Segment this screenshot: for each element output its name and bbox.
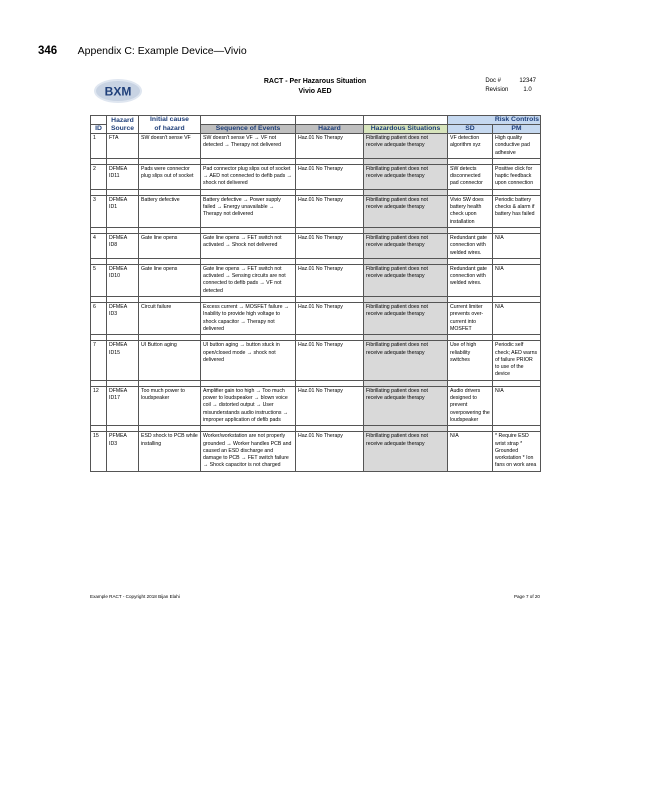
doc-number-value: 12347	[519, 78, 536, 84]
cell-initial-cause: UI Button aging	[139, 341, 201, 380]
col-header-initial-cause-l2: of hazard	[139, 125, 201, 134]
cell-sequence: Excess current → MOSFET failure → Inability to provide high voltage to shock capacitor → Therapy not delivered	[201, 303, 296, 335]
cell-hazard: Haz.01 No Therapy	[296, 134, 364, 159]
cell-sd: Vivio SW does battery health check upon installation	[448, 195, 493, 227]
table-row	[91, 164, 541, 189]
cell-hazardous-situation: Fibrillating patient does not receive adequate therapy	[364, 264, 448, 296]
cell-sd: VF detection algorithm xyz	[448, 134, 493, 159]
table-row	[91, 134, 541, 159]
cell-sequence: Worker/workstation are not properly grounded → Worker handles PCB and caused an ESD discharge and damage to PCB → FET switch failure → Shock capacitor is not charged	[201, 432, 296, 471]
cell-hazardous-situation: Fibrillating patient does not receive adequate therapy	[364, 195, 448, 227]
sheet-title-line1: RACT - Per Hazarous Situation	[263, 78, 367, 85]
cell-pm: N/A	[493, 386, 541, 425]
ract-sheet	[90, 70, 540, 590]
cell-id: 12	[91, 386, 107, 425]
ract-table	[90, 115, 541, 472]
cell-sd: SW detects disconnected pad connector	[448, 164, 493, 189]
table-row	[91, 386, 541, 425]
risk-controls-header: Risk Controls	[448, 116, 541, 125]
cell-id: 6	[91, 303, 107, 335]
cell-initial-cause: Circuit failure	[139, 303, 201, 335]
cell-id: 3	[91, 195, 107, 227]
cell-sequence: SW doesn't sense VF → VF not detected → Therapy not delivered	[201, 134, 296, 159]
col-header-hazard-source-l1: Hazard	[111, 117, 134, 124]
cell-hazard: Haz.01 No Therapy	[296, 233, 364, 258]
cell-sd: Redundant gate connection with welded wires.	[448, 264, 493, 296]
footer-page-number: Page 7 of 20	[513, 594, 540, 599]
cell-hazardous-situation: Fibrillating patient does not receive adequate therapy	[364, 233, 448, 258]
cell-hazard-source: DFMEA ID15	[107, 341, 139, 380]
sheet-title-line2: Vivio AED	[298, 88, 332, 95]
cell-id: 4	[91, 233, 107, 258]
cell-initial-cause: Gate line opens	[139, 264, 201, 296]
cell-sequence: Pad connector plug slips out of socket → AED not connected to defib pads → shock not delivered	[201, 164, 296, 189]
cell-pm: * Require ESD wrist strap * Grounded workstation * Ion fans on work area	[493, 432, 541, 471]
cell-id: 5	[91, 264, 107, 296]
cell-id: 2	[91, 164, 107, 189]
cell-sequence: Amplifier gain too high → Too much power to loudspeaker → blown voice coil → distorted output → User misunderstands audio instructions → improper application of defib pads	[201, 386, 296, 425]
cell-pm: N/A	[493, 303, 541, 335]
col-header-pm: PM	[493, 125, 541, 134]
cell-hazardous-situation: Fibrillating patient does not receive adequate therapy	[364, 303, 448, 335]
cell-initial-cause: Pads were connector plug slips out of socket	[139, 164, 201, 189]
table-row	[91, 432, 541, 471]
cell-initial-cause: SW doesn't sense VF	[139, 134, 201, 159]
cell-hazard: Haz.01 No Therapy	[296, 195, 364, 227]
cell-pm: Periodic self check; AED warns of failure PRIOR to use of the device	[493, 341, 541, 380]
cell-id: 7	[91, 341, 107, 380]
col-header-hazard: Hazard	[296, 125, 364, 134]
cell-hazardous-situation: Fibrillating patient does not receive adequate therapy	[364, 386, 448, 425]
header-group-row	[91, 116, 541, 125]
cell-id: 15	[91, 432, 107, 471]
cell-initial-cause: Battery defective	[139, 195, 201, 227]
col-header-hazard-source	[107, 116, 139, 134]
book-running-header	[38, 41, 247, 59]
col-header-hazardous-situations: Hazardous Situations	[364, 125, 448, 134]
cell-hazardous-situation: Fibrillating patient does not receive adequate therapy	[364, 432, 448, 471]
cell-sd: Audio drivers designed to prevent overpowering the loudspeaker	[448, 386, 493, 425]
cell-hazardous-situation: Fibrillating patient does not receive adequate therapy	[364, 341, 448, 380]
cell-hazardous-situation: Fibrillating patient does not receive adequate therapy	[364, 164, 448, 189]
sheet-title	[90, 77, 540, 97]
table-row	[91, 303, 541, 335]
table-row	[91, 233, 541, 258]
cell-id: 1	[91, 134, 107, 159]
svg-text:BXM: BXM	[104, 84, 132, 99]
table-row	[91, 195, 541, 227]
cell-hazard: Haz.01 No Therapy	[296, 264, 364, 296]
header-row	[91, 125, 541, 134]
col-header-hazard-source-l2: Source	[110, 125, 135, 132]
cell-sd: Use of high reliability switches	[448, 341, 493, 380]
cell-sd: N/A	[448, 432, 493, 471]
cell-sequence: UI button aging → button stuck in open/closed mode → shock not delivered	[201, 341, 296, 380]
cell-pm: High quality conductive pad adhesive	[493, 134, 541, 159]
col-header-sd: SD	[448, 125, 493, 134]
cell-hazard: Haz.01 No Therapy	[296, 341, 364, 380]
footer-copyright: Example RACT - Copyright 2018 Bijan Elahi	[90, 594, 180, 599]
doc-info	[485, 77, 536, 95]
cell-hazardous-situation: Fibrillating patient does not receive adequate therapy	[364, 134, 448, 159]
cell-pm: N/A	[493, 233, 541, 258]
table-row	[91, 341, 541, 380]
revision-label: Revision	[485, 87, 509, 93]
table-row	[91, 264, 541, 296]
cell-pm: Periodic battery checks & alarm if battery has failed	[493, 195, 541, 227]
col-header-id: ID	[91, 125, 107, 134]
cell-hazard-source: DFMEA ID1	[107, 195, 139, 227]
cell-initial-cause: ESD shock to PCB while installing	[139, 432, 201, 471]
cell-sd: Current limiter prevents over-current into MOSFET	[448, 303, 493, 335]
cell-hazard: Haz.01 No Therapy	[296, 386, 364, 425]
col-header-initial-cause-l1: Initial cause	[139, 116, 201, 125]
book-chapter-title: Appendix C: Example Device—Vivio	[77, 45, 247, 57]
cell-hazard: Haz.01 No Therapy	[296, 303, 364, 335]
cell-sequence: Battery defective → Power supply failed → Energy unavailable → Therapy not delivered	[201, 195, 296, 227]
cell-hazard-source: DFMEA ID3	[107, 303, 139, 335]
cell-sd: Redundant gate connection with welded wires.	[448, 233, 493, 258]
cell-pm: Positive click for haptic feedback upon connection	[493, 164, 541, 189]
cell-hazard-source: DFMEA ID8	[107, 233, 139, 258]
cell-hazard: Haz.01 No Therapy	[296, 432, 364, 471]
cell-hazard-source: DFMEA ID10	[107, 264, 139, 296]
cell-initial-cause: Too much power to loudspeaker	[139, 386, 201, 425]
cell-hazard-source: FTA	[107, 134, 139, 159]
doc-number-label: Doc #	[485, 78, 501, 84]
cell-hazard-source: DFMEA ID11	[107, 164, 139, 189]
cell-sequence: Gate line opens → FET switch not activated → Shock not delivered	[201, 233, 296, 258]
cell-sequence: Gate line opens → FET switch not activated → Sensing circuits are not connected to defib pads → VF not detected	[201, 264, 296, 296]
book-page-number: 346	[38, 45, 58, 57]
cell-hazard-source: DFMEA ID17	[107, 386, 139, 425]
cell-pm: N/A	[493, 264, 541, 296]
revision-value: 1.0	[523, 87, 532, 93]
col-header-sequence: Sequence of Events	[201, 125, 296, 134]
ract-table-body	[91, 134, 541, 472]
cell-hazard-source: PFMEA ID3	[107, 432, 139, 471]
cell-hazard: Haz.01 No Therapy	[296, 164, 364, 189]
cell-initial-cause: Gate line opens	[139, 233, 201, 258]
